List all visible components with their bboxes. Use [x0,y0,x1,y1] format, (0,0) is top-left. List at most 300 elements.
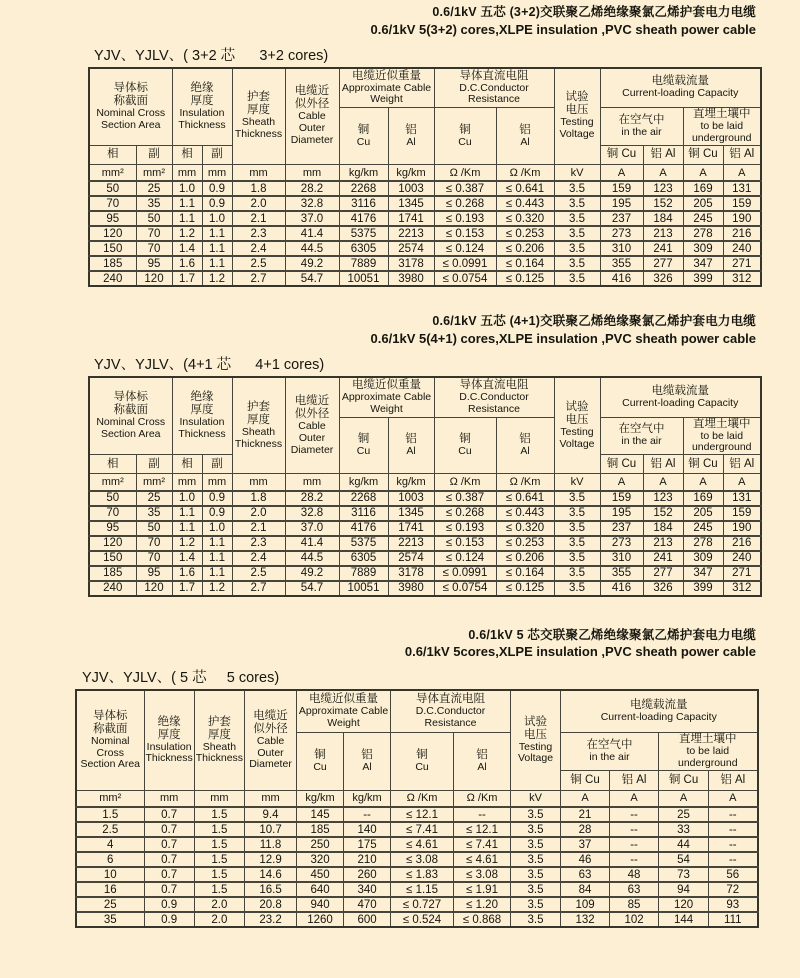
col-cable-outer-diameter [285,68,339,165]
table-row [76,807,758,822]
table-cell: 271 [723,566,761,581]
table-cell: 240 [89,271,136,286]
table-cell: ≤ 0.387 [434,181,496,196]
col-current-loading-capacity [600,68,761,108]
table-cell: 140 [344,822,391,837]
table-cell: 10 [76,867,144,882]
table-cell: 73 [659,867,709,882]
table-cell: 1.1 [202,256,232,271]
table-row [76,852,758,867]
table-cell: 3116 [339,196,388,211]
col-label-zh: 电缆近似重量 [309,693,379,706]
table-cell: 1.8 [232,491,285,506]
col-testing-voltage [511,690,561,790]
table-cell: 1.0 [172,491,202,506]
table-cell: 2.0 [232,506,285,521]
table-cell: 2.7 [232,581,285,596]
table-cell: 3980 [388,581,434,596]
table-cell: 84 [561,882,610,897]
col-air-cu: 铜 Cu [561,770,610,790]
table-cell: 120 [659,897,709,912]
col-label-zh: 铜 [314,748,326,761]
col-weight-cu [339,108,388,165]
table-cell: ≤ 0.124 [434,241,496,256]
table-cell: ≤ 0.124 [434,551,496,566]
table-cell: 3.5 [554,271,600,286]
unit-cell: kg/km [297,790,344,807]
table-cell: 277 [643,256,683,271]
table-cell: ≤ 7.41 [391,822,454,837]
table-cell: 2.0 [194,897,244,912]
units-row [89,474,761,491]
table-cell: 190 [723,211,761,226]
col-sheath-thickness [194,690,244,790]
table-row [89,551,761,566]
table-cell: ≤ 0.164 [496,566,554,581]
table-cell: ≤ 4.61 [454,852,511,867]
table-cell: 169 [683,491,723,506]
table-cell: ≤ 0.0991 [434,566,496,581]
table-cell: 72 [709,882,758,897]
table-cell: 23.2 [245,912,297,927]
table-cell: 1.2 [172,226,202,241]
table-cell: 131 [723,491,761,506]
col-air-al: 铝 Al [643,145,683,164]
table-cell: ≤ 0.164 [496,256,554,271]
table-cell: ≤ 0.641 [496,181,554,196]
col-label-zh: 铜 [459,123,471,136]
table-cell: 271 [723,256,761,271]
table-cell: 6305 [339,241,388,256]
table-row [89,241,761,256]
table-cell: 70 [89,506,136,521]
col-label-zh: 电缆近似外径 [294,394,330,420]
col-label-zh: 护套厚度 [247,400,270,426]
table-title-zh: 0.6/1kV 五芯 (3+2)交联聚乙烯绝缘聚氯乙烯护套电力电缆 [432,5,756,19]
table-cell: 95 [89,521,136,536]
table-cell: 1741 [388,521,434,536]
col-cable-outer-diameter [285,377,339,474]
table-cell: 1.2 [202,271,232,286]
table-cell: 50 [89,491,136,506]
table-cell: 54.7 [285,581,339,596]
unit-cell: mm [144,790,194,807]
table-row [89,506,761,521]
table-cell: 278 [683,226,723,241]
table-cell: 237 [600,521,643,536]
table-cell: ≤ 1.91 [454,882,511,897]
unit-cell: kV [511,790,561,807]
table-cell: 1.7 [172,581,202,596]
col-label-zh: 护套厚度 [247,91,270,117]
table-cell: 44.5 [285,241,339,256]
table-cell: 347 [683,256,723,271]
table-cell: 25 [76,897,144,912]
col-resistance-al [496,417,554,474]
table-cell: 3.5 [511,912,561,927]
table-cell: 28.2 [285,181,339,196]
table-cell: 940 [297,897,344,912]
col-label-zh: 直埋土壤中 [679,732,737,745]
table-cell: 2213 [388,226,434,241]
col-label-en: Approximate Cable Weight [341,390,432,415]
col-testing-voltage [554,377,600,474]
table-cell: 152 [643,506,683,521]
table-title-en: 0.6/1kV 5cores,XLPE insulation ,PVC sheath power cable [404,644,756,660]
table-cell: 450 [297,867,344,882]
unit-cell: mm² [76,790,144,807]
table-cell: 3.5 [511,807,561,822]
col-label-en: Insulation Thickness [178,416,226,441]
table-cell: 3.5 [511,867,561,882]
table-cell: 120 [89,226,136,241]
col-label-en: D.C.Conductor Resistance [459,390,529,415]
col-label-zh: 绝缘厚度 [157,715,181,741]
unit-cell: mm [285,164,339,181]
col-label-en: Testing Voltage [559,425,595,450]
table-row [89,256,761,271]
table-cell: 70 [136,226,172,241]
table-cell: 70 [136,551,172,566]
table-cell: 37.0 [285,521,339,536]
table-cell: 2574 [388,241,434,256]
col-label-zh: 导体直流电阻 [459,378,529,391]
unit-cell: A [610,790,659,807]
table-cell: 48 [610,867,659,882]
table-row [89,521,761,536]
table-cell: ≤ 0.153 [434,226,496,241]
table-cell: 11.8 [245,837,297,852]
table-cell: 1.5 [194,867,244,882]
table-cell: 6305 [339,551,388,566]
table-cell: ≤ 0.193 [434,521,496,536]
table-cell: 159 [600,181,643,196]
table-cell: 49.2 [285,256,339,271]
table-cell: ≤ 0.524 [391,912,454,927]
col-label-en: Cu [356,444,371,457]
col-label-en: Testing Voltage [559,116,595,141]
col-nominal-cross-section [89,377,172,455]
table-cell: 132 [561,912,610,927]
unit-cell: mm [194,790,244,807]
table-cell: 102 [610,912,659,927]
col-current-loading-capacity [600,377,761,417]
col-label-zh: 铜 [416,748,428,761]
section-3plus2-cores [0,0,800,287]
table-cell: 1.5 [194,852,244,867]
table-cell: 111 [709,912,758,927]
section-5-cores [0,627,800,928]
table-cell: 25 [136,181,172,196]
unit-cell: kg/km [339,164,388,181]
col-label-en: Current-loading Capacity [622,87,739,100]
table-cell: 7889 [339,566,388,581]
col-label-en: in the air [589,750,630,763]
table-cell: 1.1 [202,551,232,566]
col-label-en: Nominal Cross Section Area [80,734,141,771]
table-cell: 2.7 [232,271,285,286]
col-weight-al [344,732,391,790]
table-cell: 1.2 [172,536,202,551]
col-weight-cu [339,417,388,474]
col-label-en: Sheath Thickness [234,116,283,141]
table-row [89,226,761,241]
table-cell: 3.5 [554,536,600,551]
col-label-en: Sheath Thickness [234,425,283,450]
table-cell: 63 [610,882,659,897]
col-label-en: Current-loading Capacity [600,711,717,724]
col-underground-al: 铝 Al [723,455,761,474]
table-cell: 0.9 [202,181,232,196]
unit-cell: mm [245,790,297,807]
table-cell: 1260 [297,912,344,927]
table-row [89,196,761,211]
col-label-en: Cu [313,760,327,773]
table-cell: 245 [683,211,723,226]
table-cell: 41.4 [285,226,339,241]
col-label-zh: 电缆载流量 [651,384,709,397]
table-cell: 93 [709,897,758,912]
unit-cell: Ω /Km [496,164,554,181]
col-underground-cu: 铜 Cu [659,770,709,790]
table-cell: 7889 [339,256,388,271]
table-cell: ≤ 7.41 [454,837,511,852]
section-title-block [0,0,800,38]
col-label-zh: 铝 [519,123,531,136]
table-cell: 1.1 [172,506,202,521]
unit-cell: A [561,790,610,807]
table-cell: 260 [344,867,391,882]
table-cell: 70 [89,196,136,211]
col-label-zh: 铝 [405,123,417,136]
table-cell: -- [709,837,758,852]
table-cell: 3.5 [511,822,561,837]
table-cell: 355 [600,566,643,581]
table-cell: 1.1 [202,241,232,256]
col-label-en: in the air [621,126,662,139]
table-cell: 3.5 [554,241,600,256]
col-label-en: to be laid underground [691,429,752,454]
table-cell: 10.7 [245,822,297,837]
table-cell: 94 [659,882,709,897]
table-cell: 10051 [339,271,388,286]
unit-cell: A [643,474,683,491]
table-cell: 123 [643,491,683,506]
col-dc-conductor-resistance [391,690,511,732]
table-cell: ≤ 0.868 [454,912,511,927]
table-cell: 2574 [388,551,434,566]
table-cell: ≤ 1.15 [391,882,454,897]
col-label-zh: 铜 [357,123,370,136]
table-cell: 3.5 [554,566,600,581]
table-cell: 1.4 [172,241,202,256]
table-cell: 1.8 [232,181,285,196]
unit-cell: mm² [89,474,136,491]
table-cell: 70 [136,241,172,256]
table-cell: 70 [136,536,172,551]
col-neutral: 副 [136,455,172,474]
table-cell: ≤ 0.125 [496,271,554,286]
table-cell: 185 [89,566,136,581]
col-in-the-air [561,732,659,770]
unit-cell: A [723,474,761,491]
unit-cell: Ω /Km [496,474,554,491]
table-cell: 184 [643,521,683,536]
table-cell: 320 [297,852,344,867]
table-cell: 2.0 [232,196,285,211]
table-cell: 95 [89,211,136,226]
table-cell: 5375 [339,536,388,551]
table-cell: 1.1 [172,211,202,226]
table-cell: 1003 [388,491,434,506]
section-4plus1-cores [0,313,800,596]
table-cell: 1741 [388,211,434,226]
col-label-zh: 铝 [405,432,417,445]
table-cell: ≤ 0.320 [496,211,554,226]
table-cell: ≤ 0.268 [434,506,496,521]
table-row [76,822,758,837]
table-cell: 312 [723,581,761,596]
col-insulation-thickness [172,377,232,455]
unit-cell: mm [202,474,232,491]
table-cell: ≤ 1.20 [454,897,511,912]
table-cell: ≤ 0.253 [496,226,554,241]
table-cell: 240 [723,551,761,566]
col-label-zh: 在空气中 [586,738,633,751]
col-neutral: 副 [136,145,172,164]
unit-cell: kV [554,474,600,491]
units-row [76,790,758,807]
col-label-en: Current-loading Capacity [622,396,739,409]
table-cell: ≤ 12.1 [391,807,454,822]
col-phase: 相 [89,145,136,164]
col-label-zh: 电缆近似外径 [253,709,288,735]
table-cell: 241 [643,241,683,256]
table-body [76,807,758,927]
col-label-zh: 试验电压 [565,400,589,426]
table-cell: 195 [600,196,643,211]
col-air-cu: 铜 Cu [600,455,643,474]
table-cell: 20.8 [245,897,297,912]
table-cell: 49.2 [285,566,339,581]
table-cell: 35 [136,506,172,521]
unit-cell: mm [172,474,202,491]
unit-cell: Ω /Km [391,790,454,807]
table-cell: 184 [643,211,683,226]
table-cell: 273 [600,536,643,551]
col-label-en: Al [520,444,530,457]
col-label-en: Insulation Thickness [145,740,193,765]
table-cell: ≤ 0.727 [391,897,454,912]
table-cell: 3.5 [554,581,600,596]
col-label-zh: 铝 [361,748,373,761]
col-label-zh: 导体标称截面 [113,81,148,107]
col-label-zh: 试验电压 [524,715,548,741]
table-cell: ≤ 3.08 [454,867,511,882]
col-underground-al: 铝 Al [723,145,761,164]
spec-table-5core [75,689,759,928]
table-cell: ≤ 0.0754 [434,581,496,596]
table-cell: 190 [723,521,761,536]
table-row [89,491,761,506]
col-dc-conductor-resistance [434,377,554,417]
table-cell: 241 [643,551,683,566]
table-cell: 54 [659,852,709,867]
table-cell: 399 [683,271,723,286]
table-cell: 33 [659,822,709,837]
table-cell: -- [610,807,659,822]
table-cell: 2268 [339,181,388,196]
table-cell: 50 [136,211,172,226]
col-phase: 相 [89,455,136,474]
col-label-en: Nominal Cross Section Area [96,416,166,441]
col-neutral: 副 [202,145,232,164]
table-cell: 0.7 [144,822,194,837]
table-cell: 3.5 [554,491,600,506]
table-cell: 326 [643,271,683,286]
table-cell: ≤ 4.61 [391,837,454,852]
table-cell: -- [344,807,391,822]
col-nominal-cross-section [89,68,172,146]
table-title-zh: 0.6/1kV 五芯 (4+1)交联聚乙烯绝缘聚氯乙烯护套电力电缆 [432,314,756,329]
unit-cell: kg/km [388,474,434,491]
table-cell: 2.3 [232,536,285,551]
col-neutral: 副 [202,455,232,474]
table-cell: 2.5 [232,566,285,581]
table-cell: 3.5 [554,551,600,566]
unit-cell: A [723,164,761,181]
table-cell: ≤ 0.268 [434,196,496,211]
table-body [89,491,761,596]
table-cell: 2.4 [232,241,285,256]
table-cell: ≤ 0.206 [496,551,554,566]
table-cell: 0.9 [144,897,194,912]
col-air-cu: 铜 Cu [600,145,643,164]
table-cell: 1.5 [76,807,144,822]
table-cell: 1.0 [172,181,202,196]
col-label-en: Al [362,760,372,773]
model-label: YJV、YJLV、( 5 芯 5 cores) [82,670,280,687]
table-cell: 216 [723,226,761,241]
col-label-zh: 铜 [357,432,370,445]
section-title-block [0,313,800,347]
col-insulation-thickness [144,690,194,790]
table-cell: 0.9 [202,506,232,521]
table-cell: 309 [683,241,723,256]
table-cell: 1003 [388,181,434,196]
table-row [76,837,758,852]
col-label-zh: 导体标称截面 [113,391,148,417]
col-label-en: Al [406,135,416,148]
table-cell: 2.1 [232,211,285,226]
model-label: YJV、YJLV、( 3+2 芯 3+2 cores) [94,47,329,64]
table-cell: ≤ 12.1 [454,822,511,837]
col-label-en: Approximate Cable Weight [298,705,389,730]
table-cell: 213 [643,536,683,551]
table-row [76,867,758,882]
table-cell: 35 [76,912,144,927]
table-cell: 9.4 [245,807,297,822]
col-label-en: Testing Voltage [518,740,554,765]
table-cell: 144 [659,912,709,927]
table-row [89,566,761,581]
table-cell: 205 [683,196,723,211]
col-weight-al [388,417,434,474]
col-weight-al [388,108,434,165]
table-cell: -- [709,822,758,837]
table-cell: 416 [600,581,643,596]
table-cell: 3.5 [511,882,561,897]
